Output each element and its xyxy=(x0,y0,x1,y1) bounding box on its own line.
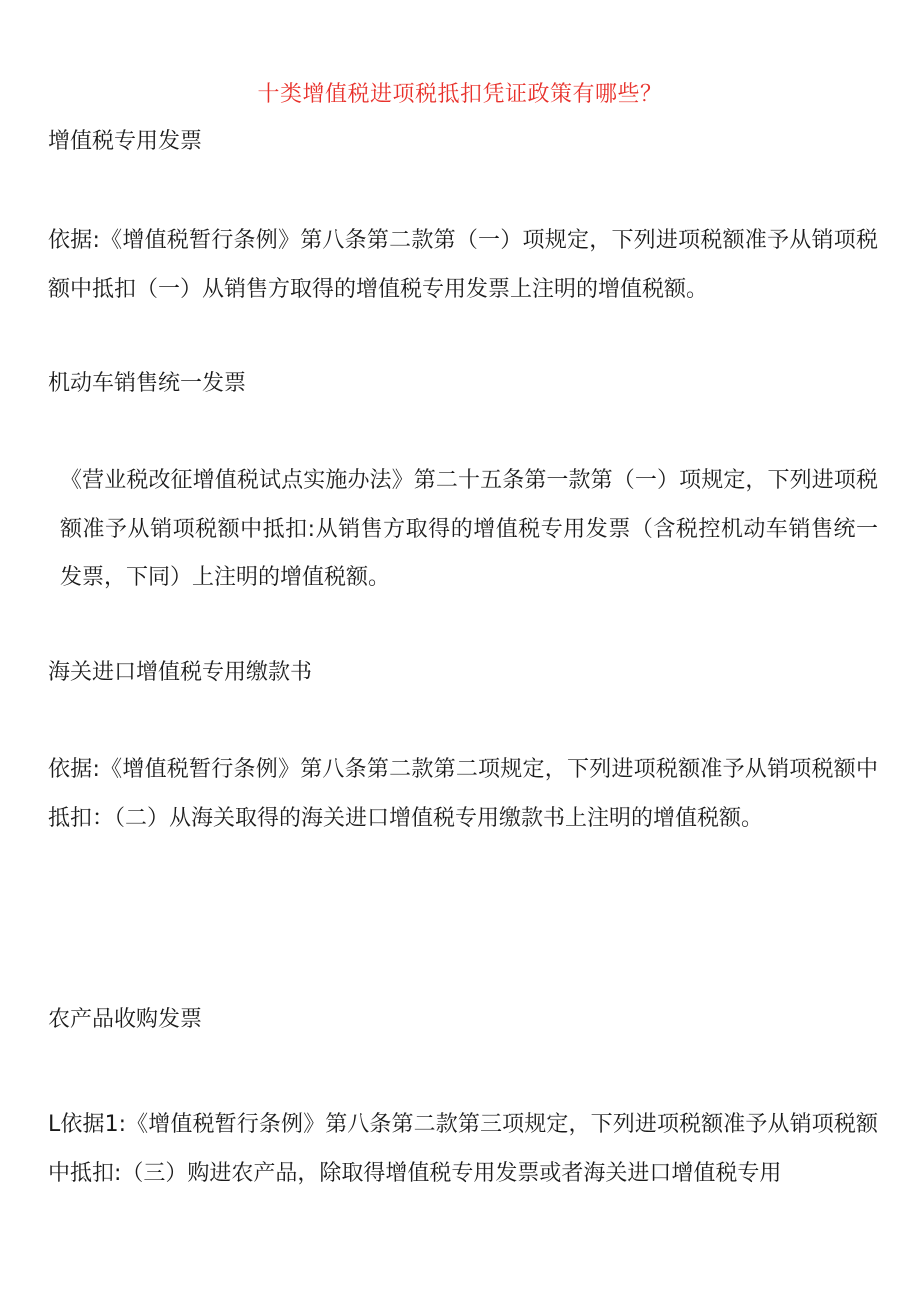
section-heading-customs-payment: 海关进口增值税专用缴款书 xyxy=(48,660,313,685)
section-body-vat-invoice: 依据:《增值税暂行条例》第八条第二款第（一）项规定，下列进项税额准予从销项税额中抵扣（一）从销售方取得的增值税专用发票上注明的增值税额。 xyxy=(48,228,878,302)
section-body-agricultural-invoice: L依据1:《增值税暂行条例》第八条第二款第三项规定，下列进项税额准予从销项税额中抵扣:（三）购进农产品，除取得增值税专用发票或者海关进口增值税专用 xyxy=(48,1112,878,1186)
section-heading-vat-invoice: 增值税专用发票 xyxy=(48,129,203,154)
section-heading-vehicle-invoice: 机动车销售统一发票 xyxy=(48,371,247,396)
section-body-vehicle-invoice: 《营业税改征增值税试点实施办法》第二十五条第一款第（一）项规定，下列进项税额准予从销项税额中抵扣:从销售方取得的增值税专用发票（含税控机动车销售统一发票，下同）上注明的增值税额。 xyxy=(60,468,878,590)
section-body-customs-payment: 依据:《增值税暂行条例》第八条第二款第二项规定，下列进项税额准予从销项税额中抵扣：（二）从海关取得的海关进口增值税专用缴款书上注明的增值税额。 xyxy=(48,757,878,831)
document-title: 十类增值税进项税抵扣凭证政策有哪些？ xyxy=(257,82,663,107)
section-heading-agricultural-invoice: 农产品收购发票 xyxy=(48,1007,203,1032)
